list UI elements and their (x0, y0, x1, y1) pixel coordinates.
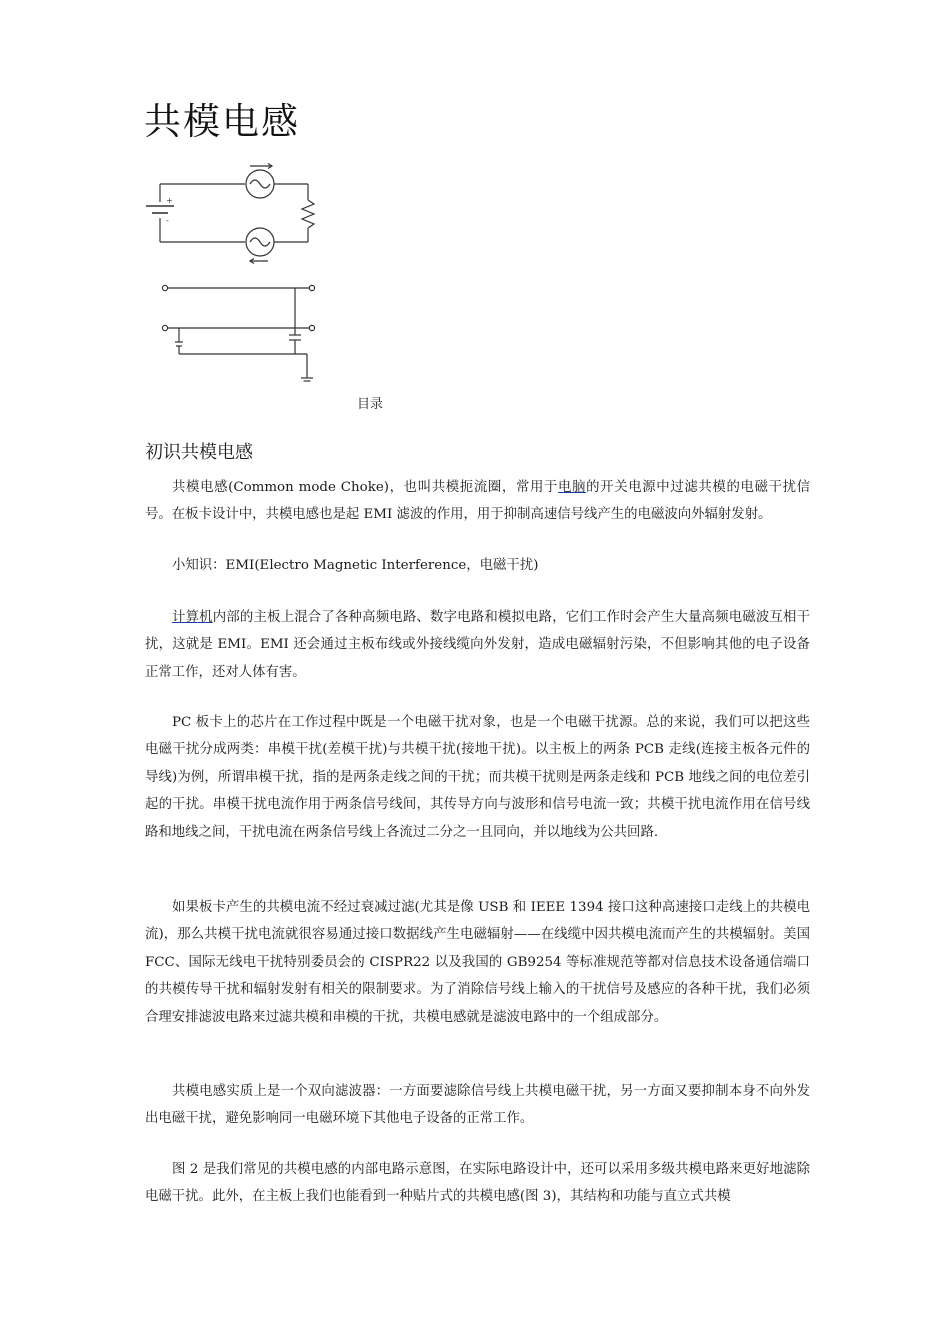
section-title: 初识共模电感 (145, 442, 253, 463)
paragraph-intro (145, 474, 810, 529)
paragraph-interference-types: PC 板卡上的芯片在工作过程中既是一个电磁干扰对象，也是一个电磁干扰源。总的来说，我们可以把这些电磁干扰分成两类：串模干扰(差模干扰)与共模干扰(接地干扰)。以主板上的两条 PCB 走线(连接主板各元件的导线)为例，所谓串模干扰，指的是两条走线之间的干扰；而共模干扰则是两条走线和 PCB 地线之间的电位差引起的干扰。串模干扰电流作用于两条信号线间，其传导方向与波形和信号电流一致；共模干扰电流作用在信号线路和地线之间，干扰电流在两条信号线上各流过二分之一且同向，并以地线为公共回路. (145, 715, 810, 840)
circuit-diagram-2 (155, 280, 330, 385)
paragraph-intro-text-before: 共模电感(Common mode Choke)，也叫共模扼流圈，常用于 (172, 480, 559, 495)
paragraph-bidirectional-filter: 共模电感实质上是一个双向滤波器：一方面要滤除信号线上共模电磁干扰，另一方面又要抑制本身不向外发出电磁干扰，避免影响同一电磁环境下其他电子设备的正常工作。 (145, 1084, 810, 1127)
paragraph-figure2: 图 2 是我们常见的共模电感的内部电路示意图，在实际电路设计中，还可以采用多级共模电路来更好地滤除电磁干扰。此外，在主板上我们也能看到一种贴片式的共模电感(图 3)，其结构和功能与直立式共模 (145, 1162, 810, 1205)
circuit-diagram-1 (140, 162, 320, 270)
paragraph-intro-text-after: 的开关电源中过滤共模的电磁干扰信号。在板卡设计中，共模电感也是起 EMI 滤波的作用，用于抑制高速信号线产生的电磁波向外辐射发射。 (145, 480, 811, 523)
battery-plus-label: + (166, 196, 173, 205)
paragraph-common-mode-current: 如果板卡产生的共模电流不经过衰减过滤(尤其是像 USB 和 IEEE 1394 接口这种高速接口走线上的共模电流)，那么共模干扰电流就很容易通过接口数据线产生电磁辐射——在线缆中因共模电流而产生的共模辐射。美国 FCC、国际无线电干扰特别委员会的 CISPR22 以及我国的 GB9254 等标准规范等都对信息技术设备通信端口的共模传导干扰和辐射发射有相关的限制要求。为了消除信号线上输入的干扰信号及感应的各种干扰，我们必须合理安排滤波电路来过滤共模和串模的干扰，共模电感就是滤波电路中的一个组成部分。 (145, 900, 810, 1025)
battery-minus-label: - (166, 216, 169, 225)
paragraph-tip: 小知识：EMI(Electro Magnetic Interference，电磁干扰) (172, 558, 539, 573)
paragraph-emi (145, 604, 810, 686)
link-computer[interactable]: 电脑 (558, 480, 587, 495)
link-computing-machine[interactable]: 计算机 (172, 610, 213, 625)
figure-caption: 目录 (357, 397, 384, 412)
paragraph-emi-text: 内部的主板上混合了各种高频电路、数字电路和模拟电路，它们工作时会产生大量高频电磁波互相干扰，这就是 EMI。EMI 还会通过主板布线或外接线缆向外发射，造成电磁辐射污染，不但影响其他的电子设备正常工作，还对人体有害。 (145, 610, 811, 680)
page-title: 共模电感 (144, 100, 300, 143)
